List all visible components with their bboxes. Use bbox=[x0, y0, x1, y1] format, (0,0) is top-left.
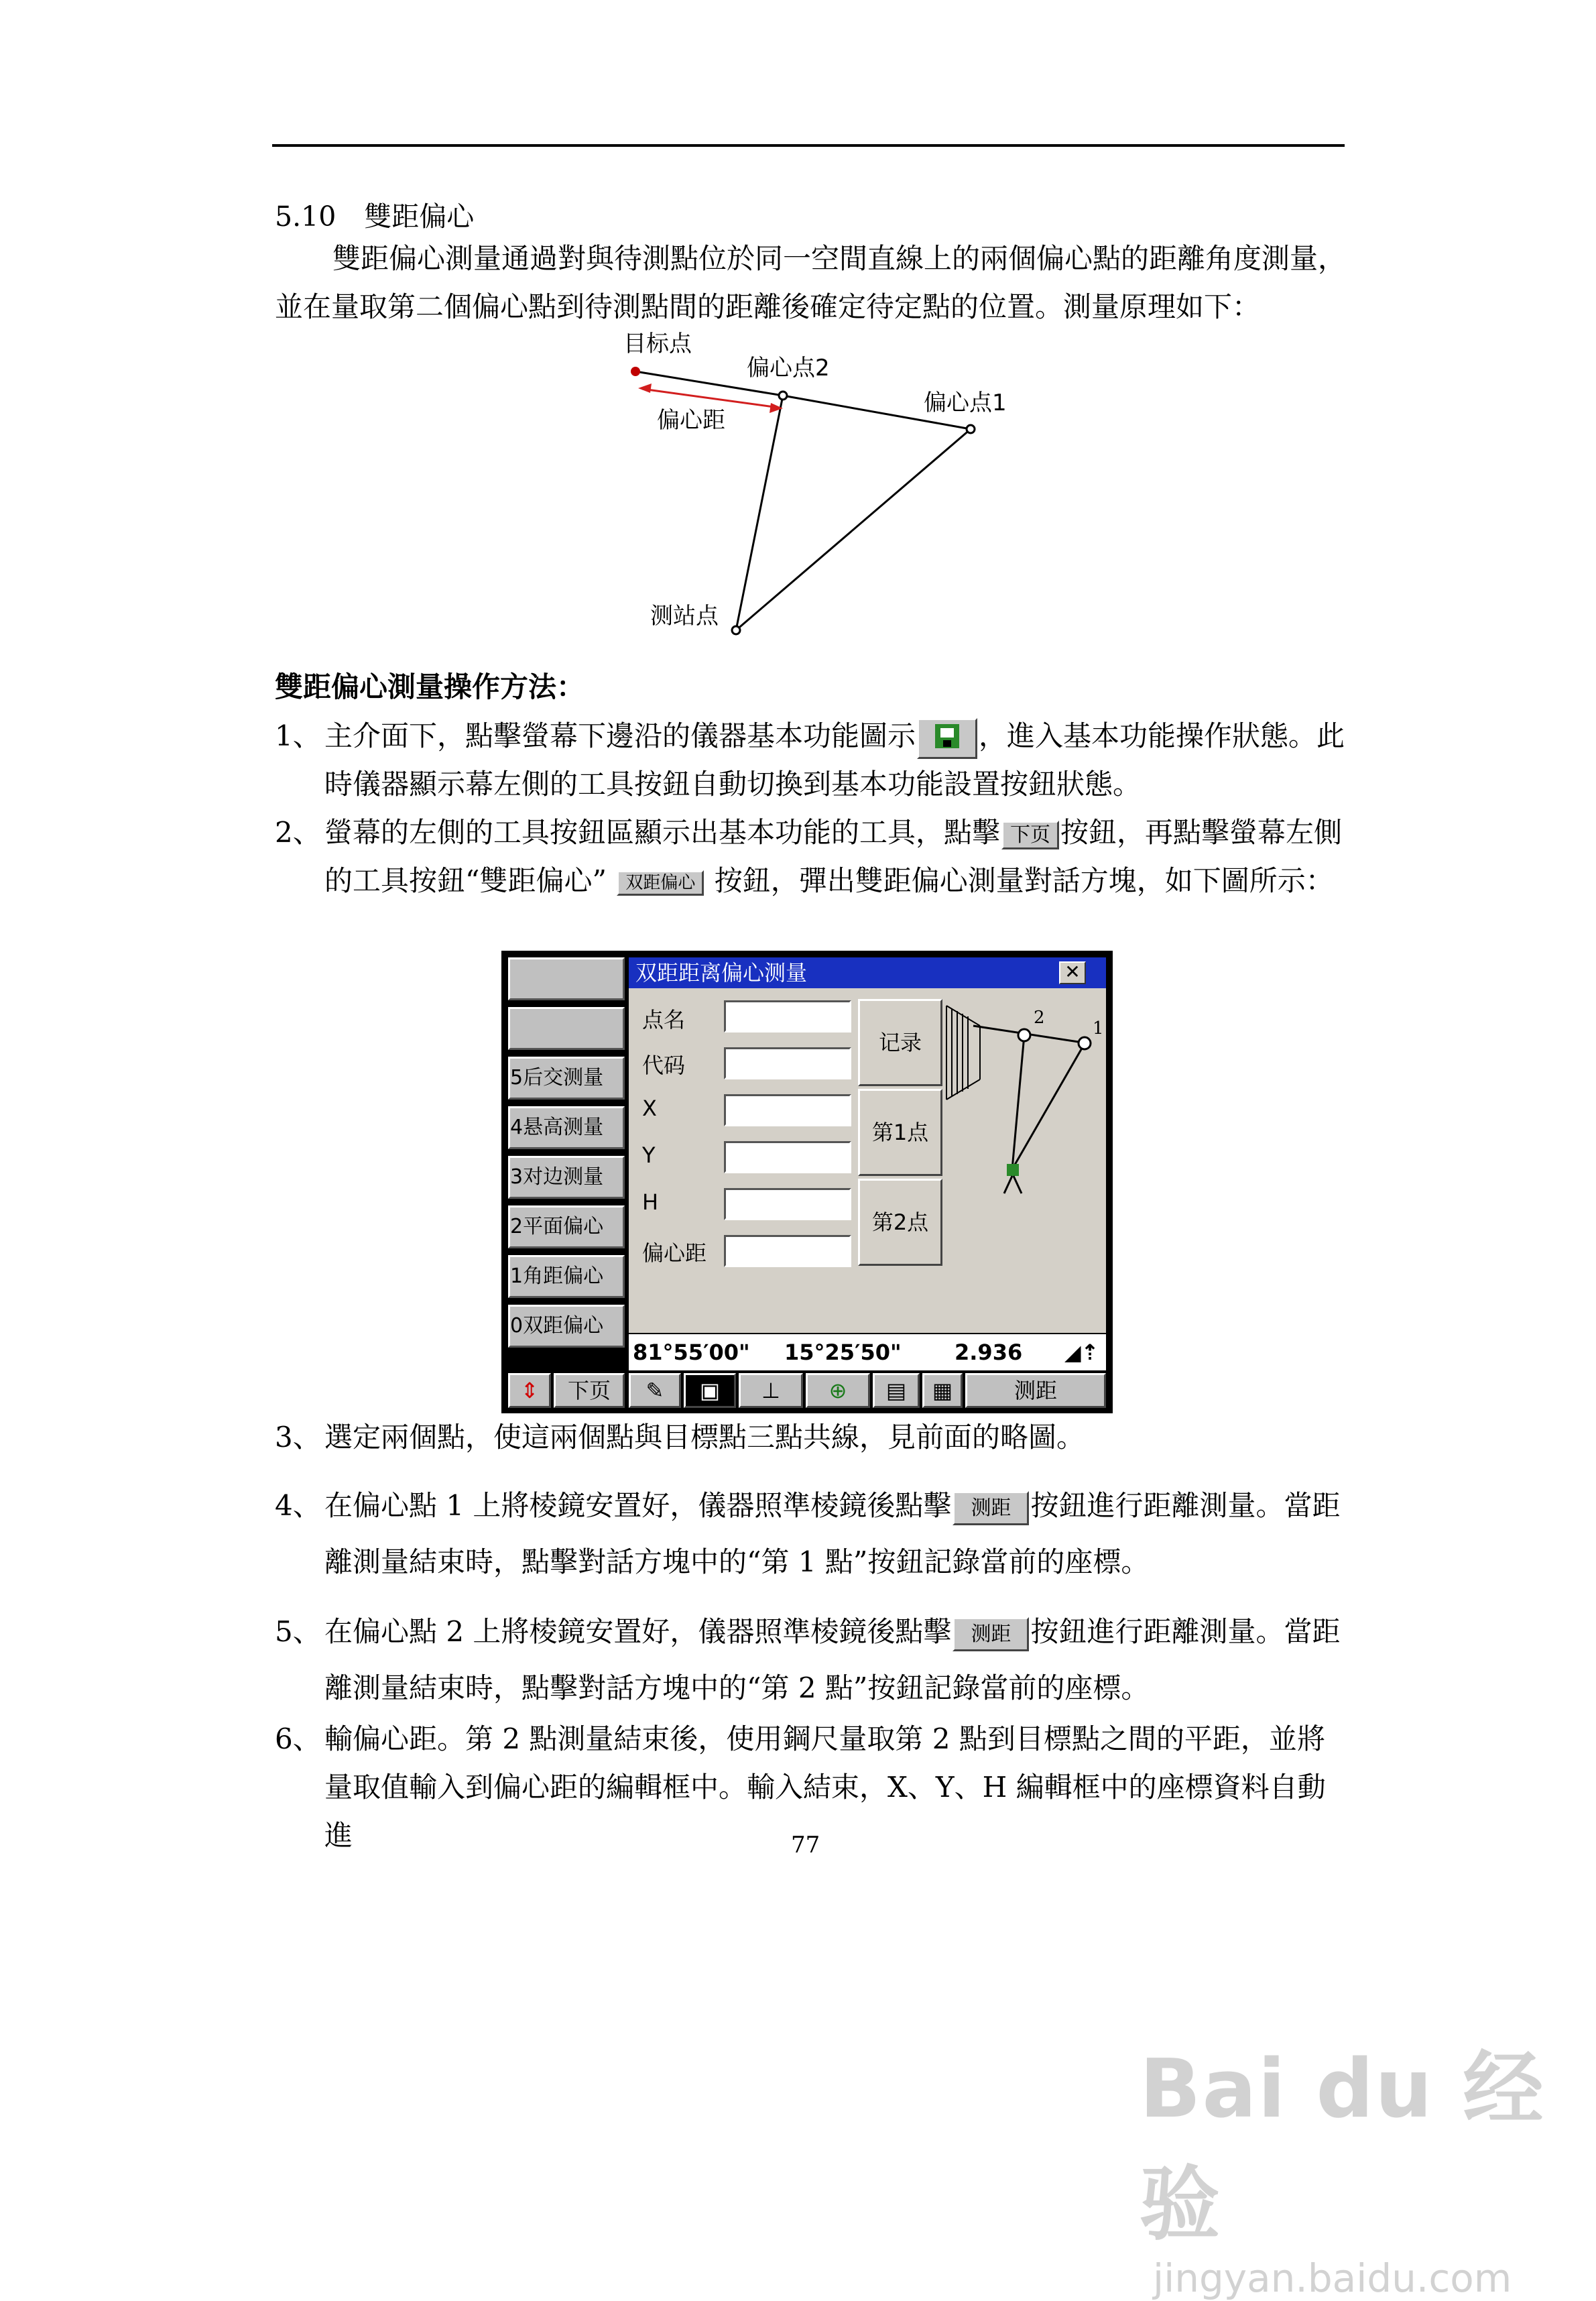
side-button-blank-1[interactable] bbox=[508, 957, 625, 1000]
station-point-marker bbox=[732, 626, 740, 634]
measure-distance-button-ref[interactable]: 测距 bbox=[953, 1491, 1029, 1525]
step-6: 6、 輸偏心距。第 2 點測量結束後，使用鋼尺量取第 2 點到目標點之間的平距，並將量取值輸入到偏心距的編輯框中。輸入結束，X、Y、H 編輯框中的座標資料自動進 bbox=[275, 1715, 1347, 1860]
station-setup-icon[interactable]: ⊕ bbox=[806, 1373, 870, 1408]
status-bar bbox=[629, 1334, 1106, 1370]
keyboard-icon[interactable]: ▦ bbox=[922, 1373, 963, 1408]
step-3: 3、 選定兩個點，使這兩個點與目標點三點共線，見前面的略圖。 bbox=[275, 1413, 1347, 1462]
step-number: 1、 bbox=[275, 719, 321, 752]
figure-label-2: 2 bbox=[1034, 1008, 1045, 1028]
offset-distance-input[interactable] bbox=[724, 1235, 851, 1267]
side-button-blank-2[interactable] bbox=[508, 1007, 625, 1050]
step-4: 4、 在偏心點 1 上將棱鏡安置好，儀器照準棱鏡後點擊 测距 按鈕進行距離測量。當距離測量結束時，點擊對話方塊中的“第 1 點”按鈕記錄當前的座標。 bbox=[275, 1478, 1347, 1590]
y-input[interactable] bbox=[724, 1141, 851, 1173]
side-button-missing-line[interactable]: 3对边测量 bbox=[508, 1156, 625, 1199]
offset-figure bbox=[946, 999, 1102, 1214]
instrument-icon bbox=[928, 721, 966, 751]
next-page-button-ref[interactable]: 下页 bbox=[1001, 821, 1059, 849]
double-distance-offset-button-ref[interactable]: 双距偏心 bbox=[617, 870, 704, 896]
section-title: 雙距偏心 bbox=[364, 200, 475, 233]
figure-label-1: 1 bbox=[1093, 1018, 1104, 1039]
dialog bbox=[629, 957, 1106, 1333]
point-2-button[interactable]: 第2点 bbox=[858, 1179, 942, 1266]
label-offset1: 偏心点1 bbox=[924, 390, 1007, 416]
measure-distance-button[interactable]: 测距 bbox=[965, 1373, 1106, 1408]
label-code: 代码 bbox=[642, 1053, 686, 1078]
step-number: 3、 bbox=[275, 1421, 321, 1454]
step-5: 5、 在偏心點 2 上將棱鏡安置好，儀器照準棱鏡後點擊 测距 按鈕進行距離測量。當距離測量結束時，點擊對話方塊中的“第 2 點”按鈕記錄當前的座標。 bbox=[275, 1604, 1347, 1716]
intro-paragraph: 雙距偏心測量通過對與待測點位於同一空間直線上的兩個偏心點的距離角度測量，並在量取第二個偏心點到待測點間的距離後確定待定點的位置。測量原理如下： bbox=[275, 242, 1347, 323]
label-station: 测站点 bbox=[650, 603, 719, 630]
principle-diagram bbox=[603, 329, 1019, 644]
step-1: 1、 主介面下，點擊螢幕下邊沿的儀器基本功能圖示 ，進入基本功能操作狀態。此時儀器顯示幕左側的工具按鈕自動切換到基本功能設置按鈕狀態。 bbox=[275, 712, 1347, 809]
side-button-resection[interactable]: 5后交测量 bbox=[508, 1057, 625, 1100]
x-input[interactable] bbox=[724, 1094, 851, 1126]
label-offset2: 偏心点2 bbox=[747, 355, 830, 381]
prism-2-icon bbox=[1018, 1029, 1030, 1041]
header-rule bbox=[272, 144, 1345, 147]
basic-function-icon[interactable] bbox=[917, 718, 977, 759]
label-target: 目标点 bbox=[623, 331, 692, 357]
horizontal-angle: 81°55′00" bbox=[633, 1340, 750, 1365]
page-number: 77 bbox=[791, 1832, 820, 1858]
device-screen bbox=[501, 951, 1113, 1413]
window-icon[interactable]: ▤ bbox=[873, 1373, 920, 1408]
prism-1-icon bbox=[1079, 1037, 1091, 1049]
label-point-name: 点名 bbox=[642, 1007, 686, 1032]
offset-point-2-marker bbox=[779, 392, 787, 400]
step-number: 4、 bbox=[275, 1489, 321, 1522]
tools-icon[interactable]: ✎ bbox=[629, 1373, 681, 1408]
side-button-angle-offset[interactable]: 1角距偏心 bbox=[508, 1255, 625, 1298]
vertical-angle: 15°25′50" bbox=[784, 1340, 902, 1365]
distance-value: 2.936 bbox=[955, 1340, 1023, 1365]
arrow-head-left bbox=[638, 384, 652, 393]
side-button-plane-offset[interactable]: 2平面偏心 bbox=[508, 1205, 625, 1248]
station-instrument-icon bbox=[1007, 1164, 1019, 1176]
scroll-up-down-icon[interactable]: ⇕ bbox=[508, 1373, 551, 1408]
step-number: 5、 bbox=[275, 1615, 321, 1648]
survey-icon[interactable]: ⊥ bbox=[739, 1373, 803, 1408]
side-button-double-distance-offset[interactable]: 0双距偏心 bbox=[508, 1305, 625, 1348]
label-h: H bbox=[642, 1189, 659, 1215]
point-name-input[interactable] bbox=[724, 1000, 851, 1032]
dialog-title: 双距距离偏心测量 bbox=[629, 957, 1106, 988]
point-1-button[interactable]: 第1点 bbox=[858, 1089, 942, 1176]
label-x: X bbox=[642, 1096, 657, 1121]
offset-point-1-marker bbox=[967, 425, 975, 433]
close-icon[interactable]: ✕ bbox=[1059, 961, 1086, 984]
step-2: 2、 螢幕的左側的工具按鈕區顯示出基本功能的工具，點擊 下页 按鈕，再點擊螢幕左側的工具按鈕“雙距偏心” 双距偏心 按鈕，彈出雙距偏心測量對話方塊，如下圖所示： bbox=[275, 809, 1347, 905]
section-heading bbox=[275, 194, 474, 234]
watermark bbox=[1140, 2025, 1596, 2301]
label-y: Y bbox=[642, 1142, 656, 1168]
record-button[interactable]: 记录 bbox=[858, 999, 942, 1086]
section-number: 5.10 bbox=[275, 200, 336, 233]
measure-distance-button-ref[interactable]: 测距 bbox=[953, 1617, 1029, 1651]
target-point-marker bbox=[631, 367, 640, 376]
side-button-remote-height[interactable]: 4悬高测量 bbox=[508, 1106, 625, 1149]
basic-function-icon-active[interactable]: ▣ bbox=[684, 1373, 736, 1408]
method-heading: 雙距偏心測量操作方法： bbox=[275, 670, 585, 703]
target-hatch bbox=[946, 1006, 980, 1100]
next-page-button[interactable]: 下页 bbox=[554, 1373, 625, 1408]
label-offset-distance: 偏心距 bbox=[642, 1240, 707, 1266]
h-input[interactable] bbox=[724, 1188, 851, 1220]
code-input[interactable] bbox=[724, 1047, 851, 1079]
watermark-url: jingyan.baidu.com bbox=[1153, 2255, 1512, 2301]
watermark-brand: Bai du 经验 bbox=[1140, 2043, 1545, 2251]
step-number: 2、 bbox=[275, 816, 321, 849]
step-number: 6、 bbox=[275, 1722, 321, 1755]
label-offset-distance: 偏心距 bbox=[657, 407, 725, 434]
signal-icon: ◢⇡ bbox=[1064, 1340, 1099, 1365]
